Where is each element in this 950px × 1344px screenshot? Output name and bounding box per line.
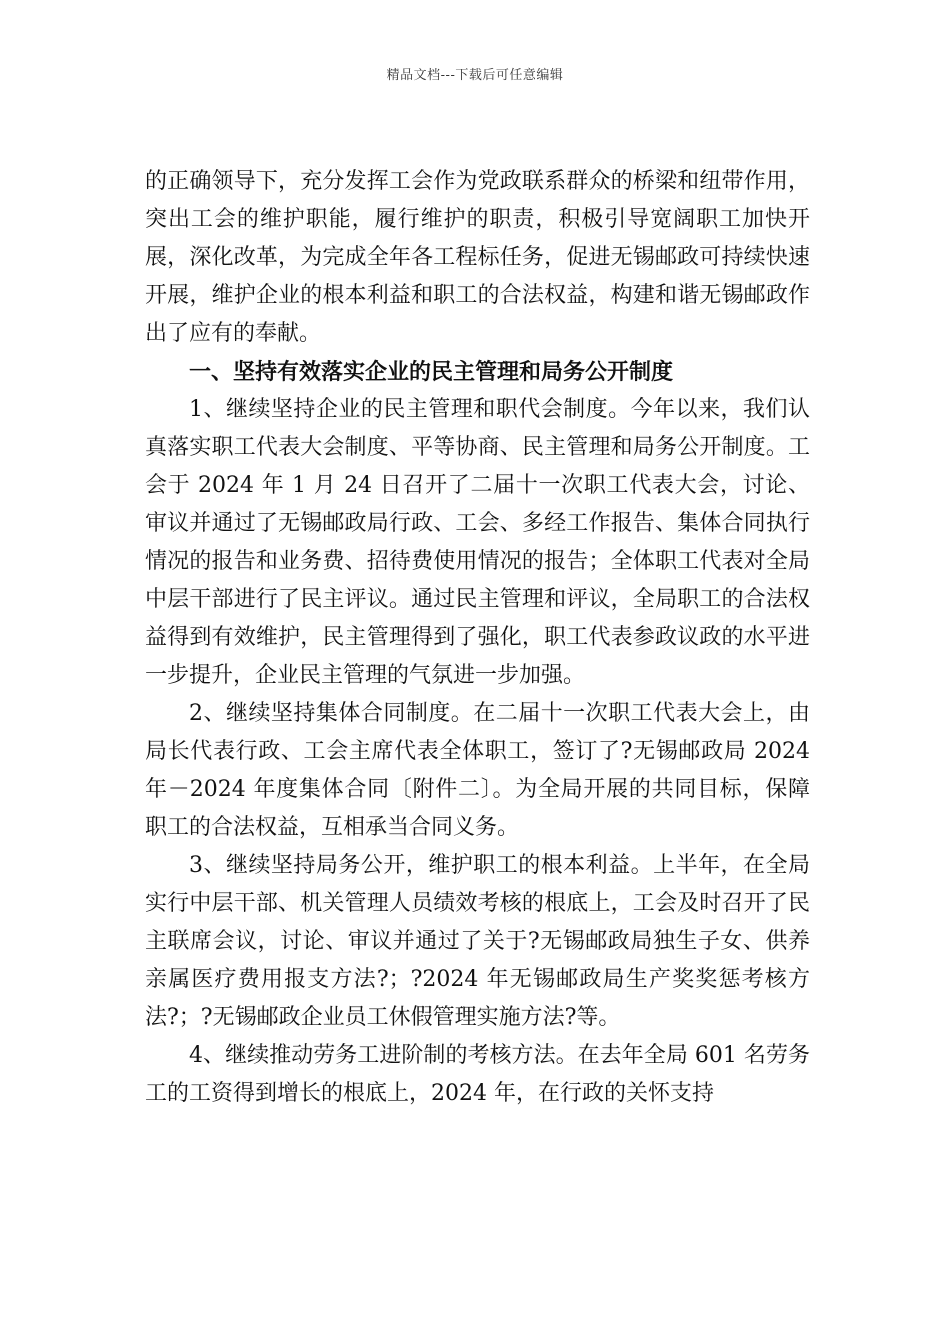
paragraph-item-3: 3、继续坚持局务公开，维护职工的根本利益。上半年，在全局实行中层干部、机关管理人员绩效考核的根底上，工会及时召开了民主联席会议，讨论、审议并通过了关于?无锡邮政局独生子女、供养亲属医疗费用报支方法?；?2024 年无锡邮政局生产奖奖惩考核方法?；?无锡邮政企业员工休假管理实施方法?等。 [145, 853, 810, 1030]
section-heading: 一、坚持有效落实企业的民主管理和局务公开制度 [189, 359, 674, 385]
paragraph-continued: 的正确领导下，充分发挥工会作为党政联系群众的桥梁和纽带作用，突出工会的维护职能，履行维护的职责，积极引导宽阔职工加快开展，深化改革，为完成全年各工程标任务，促进无锡邮政可持续快速开展，维护企业的根本利益和职工的合法权益，构建和谐无锡邮政作出了应有的奉献。 [145, 169, 810, 346]
paragraph-item-1: 1、继续坚持企业的民主管理和职代会制度。今年以来，我们认真落实职工代表大会制度、平等协商、民主管理和局务公开制度。工会于 2024 年 1 月 24 日召开了二届十一次职工代表大会，讨论、审议并通过了无锡邮政局行政、工会、多经工作报告、集体合同执行情况的报告和业务费、招待费使用情况的报告；全体职工代表对全局中层干部进行了民主评议。通过民主管理和评议，全局职工的合法权益得到有效维护，民主管理得到了强化，职工代表参政议政的水平进一步提升，企业民主管理的气氛进一步加强。 [145, 397, 810, 688]
paragraph-item-2: 2、继续坚持集体合同制度。在二届十一次职工代表大会上，由局长代表行政、工会主席代表全体职工，签订了?无锡邮政局 2024 年－2024 年度集体合同〔附件二〕。为全局开展的共同目标，保障职工的合法权益，互相承当合同义务。 [145, 701, 810, 840]
paragraph-item-4: 4、继续推动劳务工进阶制的考核方法。在去年全局 601 名劳务工的工资得到增长的根底上，2024 年，在行政的关怀支持 [145, 1043, 810, 1106]
document-body [145, 163, 810, 1113]
page-header: 精品文档---下载后可任意编辑 [386, 68, 564, 83]
